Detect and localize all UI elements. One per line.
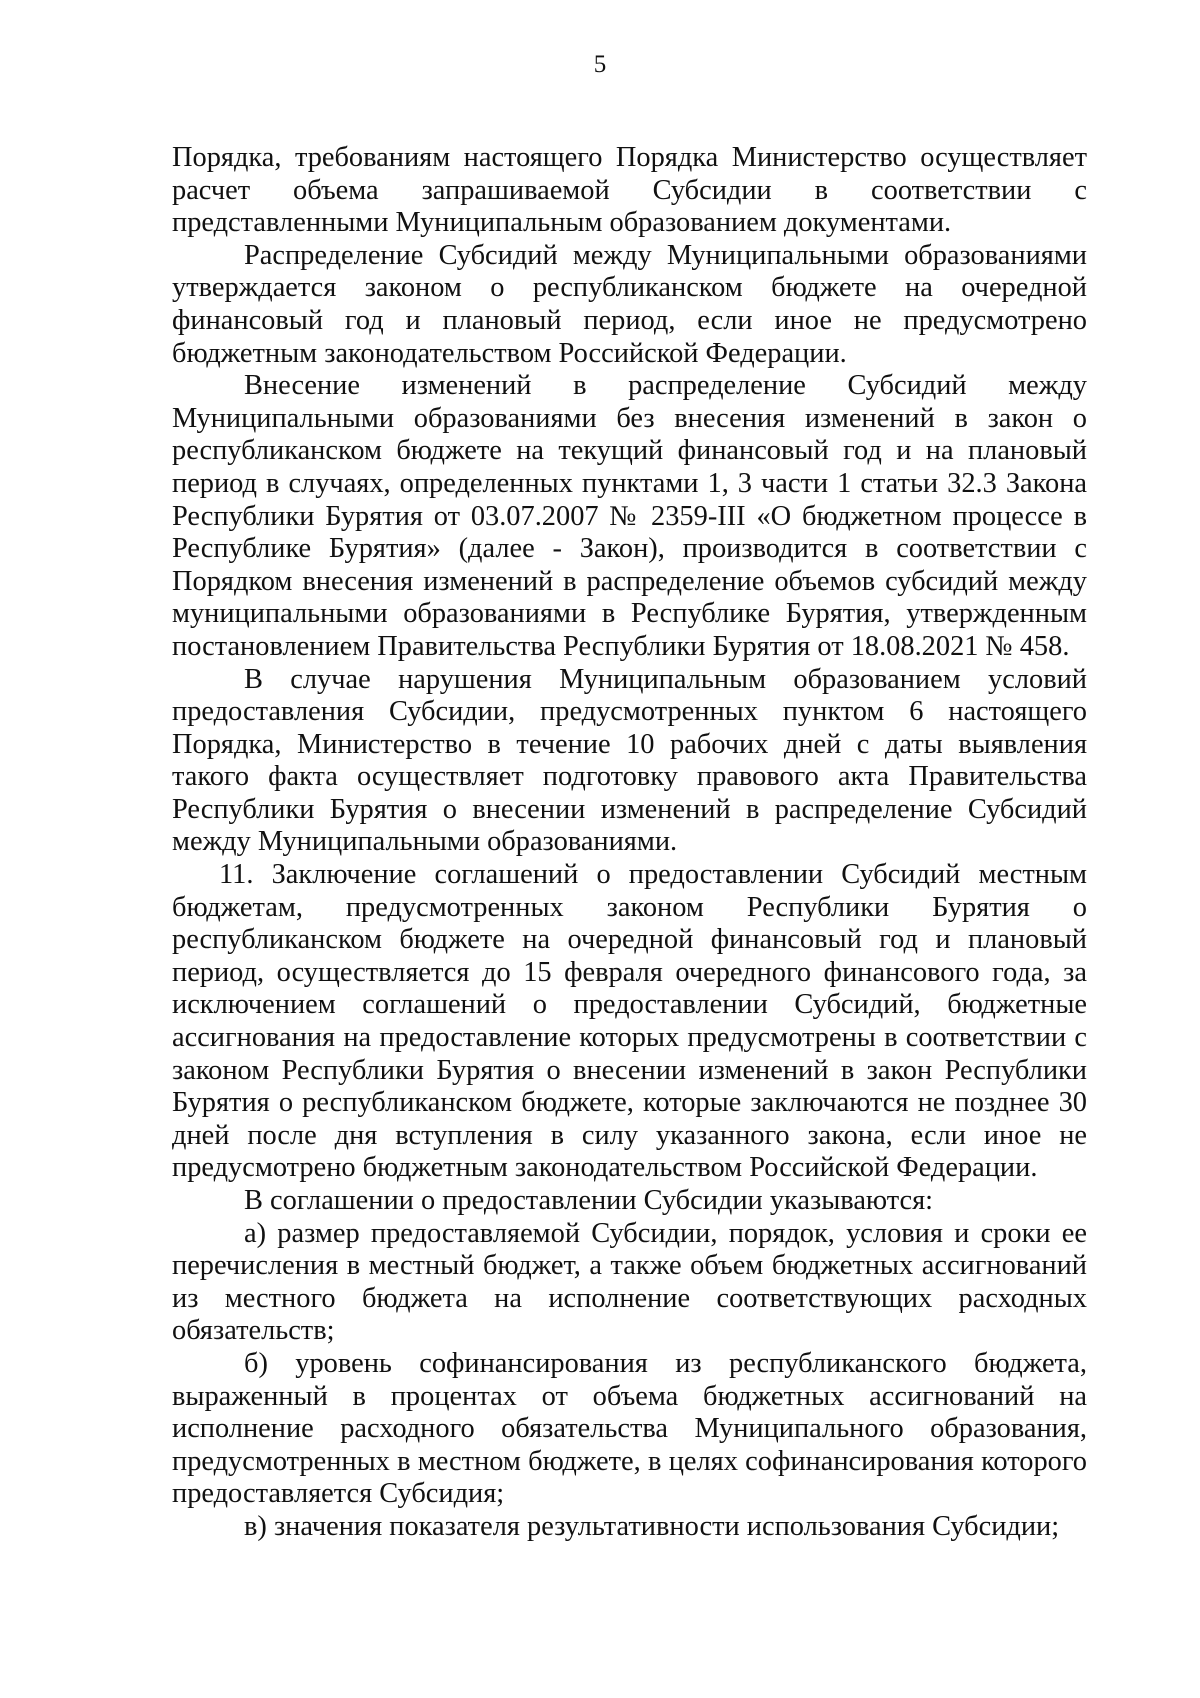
paragraph-violation-case: В случае нарушения Муниципальным образованием условий предоставления Субсидии, предусмотренных пунктом 6 настоящего Порядка, Министерство в течение 10 рабочих дней с даты выявления такого факта осуществляет подготовку правового акта Правительства Республики Бурятия о внесении изменений в распределение Субсидий между Муниципальными образованиями.	[172, 663, 1087, 858]
paragraph-subitem-b: б) уровень софинансирования из республиканского бюджета, выраженный в процентах от объема бюджетных ассигнований на исполнение расходного обязательства Муниципального образования, предусмотренных в местном бюджете, в целях софинансирования которого предоставляется Субсидия;	[172, 1347, 1087, 1510]
document-body	[172, 142, 1087, 1544]
paragraph-item-11: 11. Заключение соглашений о предоставлении Субсидий местным бюджетам, предусмотренных законом Республики Бурятия о республиканском бюджете на очередной финансовый год и плановый период, осуществляется до 15 февраля очередного финансового года, за исключением соглашений о предоставлении Субсидий, бюджетные ассигнования на предоставление которых предусмотрены в соответствии с законом Республики Бурятия о внесении изменений в закон Республики Бурятия о республиканском бюджете, которые заключаются не позднее 30 дней после дня вступления в силу указанного закона, если иное не предусмотрено бюджетным законодательством Российской Федерации.	[172, 859, 1087, 1184]
paragraph-continuation: Порядка, требованиям настоящего Порядка Министерство осуществляет расчет объема запрашиваемой Субсидии в соответствии с представленными Муниципальным образованием документами.	[172, 142, 1087, 239]
paragraph-subitem-v: в) значения показателя результативности использования Субсидии;	[244, 1510, 1060, 1542]
page-number: 5	[593, 51, 607, 78]
paragraph-subitem-a: а) размер предоставляемой Субсидии, порядок, условия и сроки ее перечисления в местный бюджет, а также объем бюджетных ассигнований из местного бюджета на исполнение соответствующих расходных обязательств;	[172, 1217, 1087, 1347]
paragraph-subsidy-distribution: Распределение Субсидий между Муниципальными образованиями утверждается законом о республиканском бюджете на очередной финансовый год и плановый период, если иное не предусмотрено бюджетным законодательством Российской Федерации.	[172, 239, 1087, 369]
paragraph-agreement-intro: В соглашении о предоставлении Субсидии указываются:	[244, 1185, 934, 1216]
paragraph-distribution-changes: Внесение изменений в распределение Субсидий между Муниципальными образованиями без внесения изменений в закон о республиканском бюджете на текущий финансовый год и на плановый период в случаях, определенных пунктами 1, 3 части 1 статьи 32.3 Закона Республики Бурятия от 03.07.2007 № 2359-III «О бюджетном процессе в Республике Бурятия» (далее - Закон), производится в соответствии с Порядком внесения изменений в распределение объемов субсидий между муниципальными образованиями в Республике Бурятия, утвержденным постановлением Правительства Республики Бурятия от 18.08.2021 № 458.	[172, 370, 1087, 662]
